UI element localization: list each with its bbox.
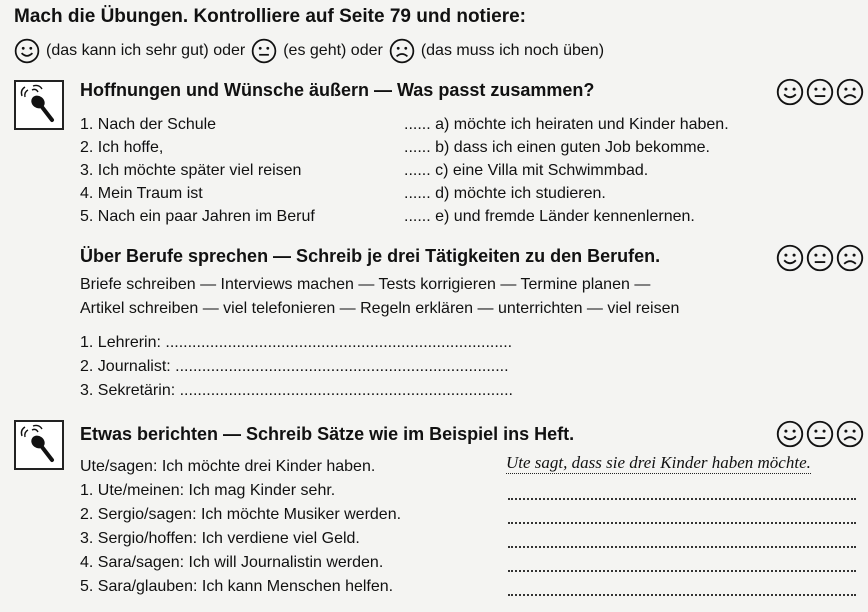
sad-face-icon[interactable] — [836, 420, 864, 448]
listening-mic-icon — [14, 80, 64, 130]
match-option: ...... c) eine Villa mit Schwimmbad. — [404, 162, 649, 179]
list-item: 1. Nach der Schule — [80, 116, 217, 133]
job-item-sekretaerin[interactable]: 3. Sekretärin: ........................................................................... — [80, 382, 513, 399]
neutral-face-icon — [251, 38, 277, 64]
match-option: ...... d) möchte ich studieren. — [404, 185, 606, 202]
job-item-journalist[interactable]: 2. Journalist: ........................................................................... — [80, 358, 509, 375]
section2-heading: Über Berufe sprechen — Schreib je drei Tätigkeiten zu den Berufen. — [80, 246, 661, 266]
list-item: 5. Sara/glauben: Ich kann Menschen helfen. — [80, 578, 394, 595]
match-option: ...... e) und fremde Länder kennenlernen. — [404, 208, 695, 225]
answer-line[interactable] — [508, 594, 856, 596]
example-prompt: Ute/sagen: Ich möchte drei Kinder haben. — [80, 458, 376, 475]
neutral-face-icon[interactable] — [806, 420, 834, 448]
happy-face-icon[interactable] — [776, 78, 804, 106]
section1-heading: Hoffnungen und Wünsche äußern — Was passt zusammen? — [80, 80, 595, 100]
word-bank-line-1: Briefe schreiben — Interviews machen — Tests korrigieren — Termine planen — — [80, 276, 651, 293]
job-item-lehrerin[interactable]: 1. Lehrerin: .............................................................................. — [80, 334, 513, 351]
legend-text-practice: (das muss ich noch üben) — [420, 42, 605, 59]
list-item: 3. Sergio/hoffen: Ich verdiene viel Geld. — [80, 530, 360, 547]
sad-face-icon — [389, 38, 415, 64]
legend-text-ok: (es geht) oder — [283, 42, 383, 59]
answer-line[interactable] — [508, 498, 856, 500]
answer-line[interactable] — [508, 522, 856, 524]
page-title: Mach die Übungen. Kontrolliere auf Seite 79 und notiere: — [14, 6, 527, 27]
list-item: 3. Ich möchte später viel reisen — [80, 162, 302, 179]
list-item: 4. Sara/sagen: Ich will Journalistin werden. — [80, 554, 384, 571]
list-item: 1. Ute/meinen: Ich mag Kinder sehr. — [80, 482, 336, 499]
list-item: 5. Nach ein paar Jahren im Beruf — [80, 208, 315, 225]
happy-face-icon — [14, 38, 40, 64]
example-answer: Ute sagt, dass sie drei Kinder haben möchte. — [506, 453, 811, 472]
legend — [14, 38, 604, 64]
neutral-face-icon[interactable] — [806, 244, 834, 272]
happy-face-icon[interactable] — [776, 244, 804, 272]
word-bank-line-2: Artikel schreiben — viel telefonieren — Regeln erklären — unterrichten — viel reisen — [80, 300, 680, 317]
sad-face-icon[interactable] — [836, 78, 864, 106]
list-item: 2. Ich hoffe, — [80, 139, 164, 156]
section1-self-check[interactable] — [776, 78, 864, 106]
answer-line[interactable] — [508, 570, 856, 572]
listening-mic-icon — [14, 420, 64, 470]
answer-line[interactable] — [508, 546, 856, 548]
list-item: 2. Sergio/sagen: Ich möchte Musiker werden. — [80, 506, 402, 523]
neutral-face-icon[interactable] — [806, 78, 834, 106]
happy-face-icon[interactable] — [776, 420, 804, 448]
section3-heading: Etwas berichten — Schreib Sätze wie im Beispiel ins Heft. — [80, 424, 575, 444]
section2-self-check[interactable] — [776, 244, 864, 272]
list-item: 4. Mein Traum ist — [80, 185, 203, 202]
match-option: ...... a) möchte ich heiraten und Kinder haben. — [404, 116, 729, 133]
section3-self-check[interactable] — [776, 420, 864, 448]
legend-text-good: (das kann ich sehr gut) oder — [46, 42, 246, 59]
match-option: ...... b) dass ich einen guten Job bekomme. — [404, 139, 710, 156]
sad-face-icon[interactable] — [836, 244, 864, 272]
